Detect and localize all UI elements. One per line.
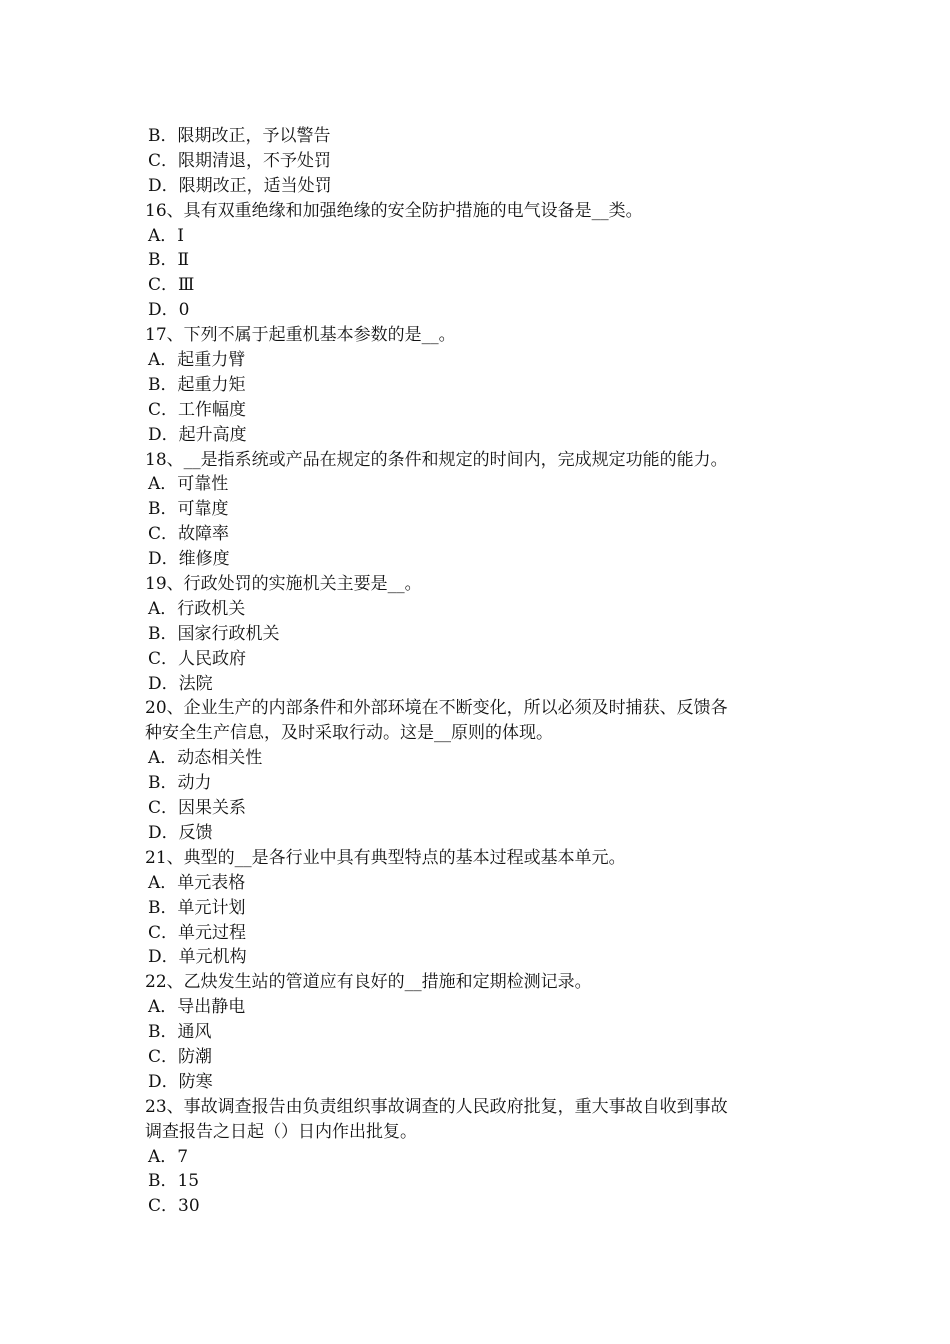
answer-option: B．可靠度 — [148, 499, 229, 520]
answer-option: B．动力 — [148, 773, 212, 794]
answer-option: D．法院 — [148, 673, 213, 694]
answer-option: D．起升高度 — [148, 424, 247, 445]
question-text: 23、事故调查报告由负责组织事故调查的人民政府批复，重大事故自收到事故 — [145, 1096, 728, 1117]
answer-option: B．15 — [148, 1171, 200, 1192]
question-text: 种安全生产信息，及时采取行动。这是__原则的体现。 — [145, 723, 553, 744]
question-text: 16、具有双重绝缘和加强绝缘的安全防护措施的电气设备是__类。 — [145, 200, 643, 221]
question-text: 21、典型的__是各行业中具有典型特点的基本过程或基本单元。 — [145, 847, 626, 868]
answer-option: A．可靠性 — [148, 474, 229, 495]
answer-option: A．动态相关性 — [148, 748, 263, 769]
question-text: 20、企业生产的内部条件和外部环境在不断变化，所以必须及时捕获、反馈各 — [145, 698, 728, 719]
question-text: 17、下列不属于起重机基本参数的是__。 — [145, 325, 456, 346]
answer-option: C．工作幅度 — [148, 399, 247, 420]
question-text: 19、行政处罚的实施机关主要是__。 — [145, 574, 422, 595]
answer-option: C．故障率 — [148, 524, 230, 545]
answer-option: A．行政机关 — [148, 598, 246, 619]
answer-option: D．维修度 — [148, 549, 230, 570]
answer-option: C．因果关系 — [148, 798, 247, 819]
question-list — [145, 124, 810, 1219]
answer-option: B．国家行政机关 — [148, 623, 280, 644]
answer-option: A．Ⅰ — [148, 225, 184, 246]
answer-option: B．单元计划 — [148, 897, 246, 918]
answer-option: A．起重力臂 — [148, 350, 246, 371]
answer-option: C．30 — [148, 1196, 200, 1217]
answer-option: B．Ⅱ — [148, 250, 190, 271]
answer-option: A．导出静电 — [148, 997, 246, 1018]
answer-option: D．0 — [148, 300, 190, 321]
answer-option: D．防寒 — [148, 1071, 213, 1092]
question-text: 18、__是指系统或产品在规定的条件和规定的时间内，完成规定功能的能力。 — [145, 449, 728, 470]
question-text: 调查报告之日起（）日内作出批复。 — [145, 1121, 417, 1142]
answer-option: B．起重力矩 — [148, 374, 246, 395]
answer-option: D．反馈 — [148, 822, 213, 843]
answer-option: C．限期清退，不予处罚 — [148, 150, 332, 171]
answer-option: D．限期改正，适当处罚 — [148, 175, 332, 196]
answer-option: C．防潮 — [148, 1046, 213, 1067]
question-text: 22、乙炔发生站的管道应有良好的__措施和定期检测记录。 — [145, 972, 592, 993]
answer-option: B．通风 — [148, 1022, 212, 1043]
answer-option: C．人民政府 — [148, 648, 247, 669]
answer-option: C．Ⅲ — [148, 275, 195, 296]
answer-option: B．限期改正，予以警告 — [148, 126, 331, 146]
answer-option: A．单元表格 — [148, 872, 246, 893]
answer-option: D．单元机构 — [148, 947, 247, 968]
answer-option: C．单元过程 — [148, 922, 247, 943]
answer-option: A．7 — [148, 1146, 189, 1167]
